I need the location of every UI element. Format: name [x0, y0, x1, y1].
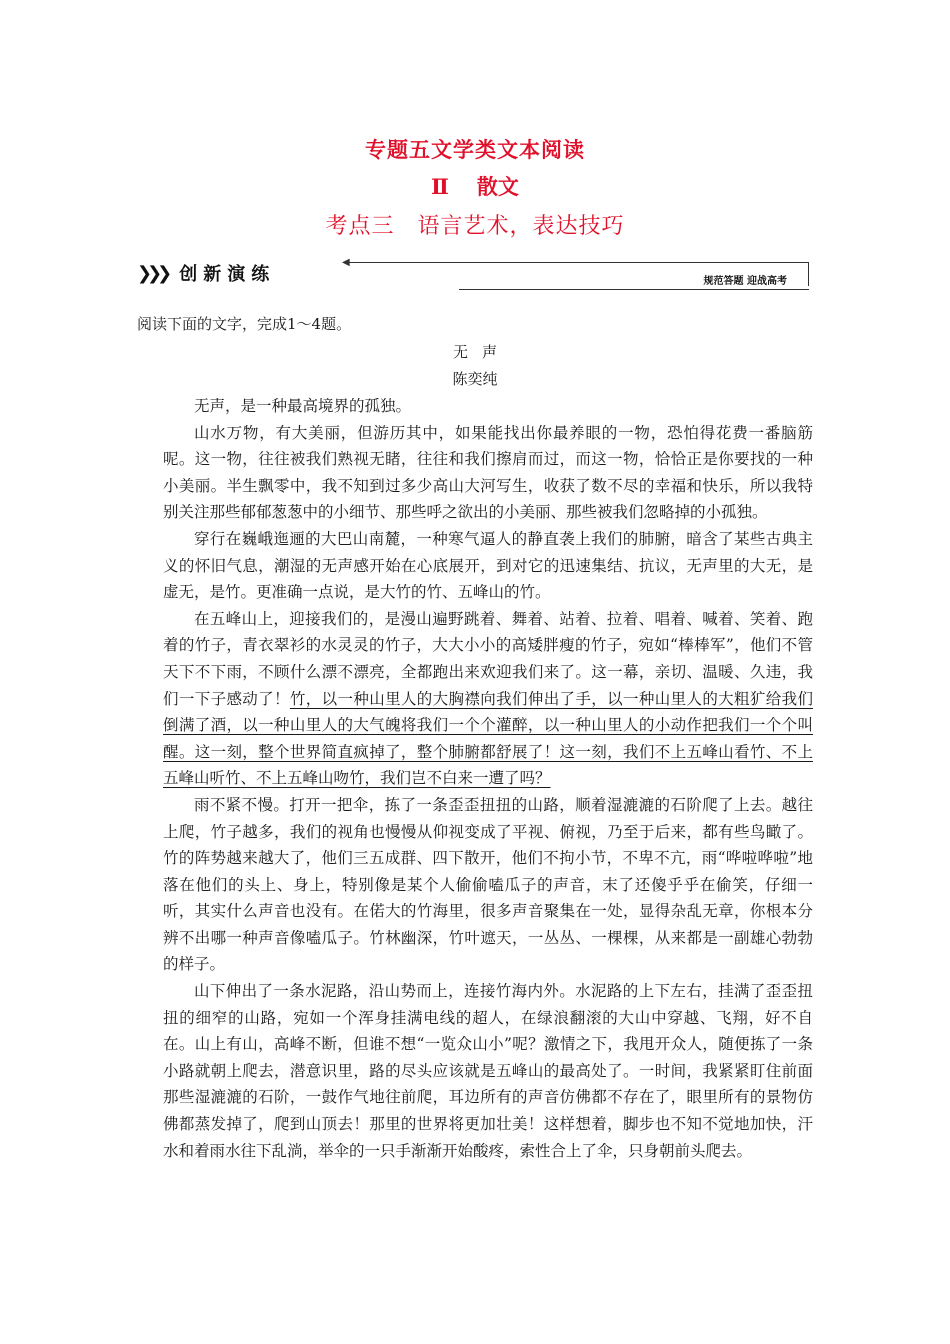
banner-title: 创新演练 [179, 264, 276, 285]
double-chevron-icon: ❯❯❯ [137, 262, 168, 284]
section-heading [0, 171, 950, 201]
paragraph-1: 无声，是一种最高境界的孤独。 [194, 397, 412, 415]
reading-instructions: 阅读下面的文字，完成1～4题。 [137, 315, 352, 333]
practice-banner [137, 256, 817, 292]
article-title-char-1: 无 [452, 343, 468, 361]
banner-slogan: 规范答题 迎战高考 [703, 276, 787, 287]
banner-top-line [349, 262, 809, 263]
paragraph-3: 穿行在巍峨迤逦的大巴山南麓，一种寒气逼人的静直袭上我们的肺腑，暗含了某些古典主义的怀旧气息，潮湿的无声感开始在心底展开，到对它的迅速集结、抗议，无声里的大无，是虚无，是竹。更准确一点说，是大竹的竹、五峰山的竹。 [163, 529, 813, 602]
document-title: 专题五文学类文本阅读 [365, 137, 585, 162]
topic-heading: 考点三 语言艺术，表达技巧 [325, 214, 625, 239]
paragraph-6: 山下伸出了一条水泥路，沿山势而上，连接竹海内外。水泥路的上下左右，挂满了歪歪扭扭的细窄的山路，宛如一个浑身挂满电线的超人，在绿浪翻滚的大山中穿越、飞翔，好不自在。山上有山，高峰不断，但谁不想“一览众山小”呢？激情之下，我甩开众人，随便拣了一条小路就朝上爬去，潜意识里，路的尽头应该就是五峰山的最高处了。一时间，我紧紧盯住前面那些湿漉漉的石阶，一鼓作气地往前爬，耳边所有的声音仿佛都不存在了，眼里所有的景物仿佛都蒸发掉了，爬到山顶去！那里的世界将更加壮美！这样想着，脚步也不知不觉地加快，汗水和着雨水往下乱淌，举伞的一只手渐渐开始酸疼，索性合上了伞，只身朝前头爬去。 [163, 982, 813, 1160]
banner-bottom-line [459, 289, 809, 290]
article-author: 陈奕纯 [452, 370, 498, 388]
section-name: 散文 [476, 174, 519, 199]
article-body [163, 393, 813, 1164]
article-title-char-2: 声 [482, 343, 498, 361]
banner-label [137, 258, 275, 288]
article-title [0, 341, 950, 362]
underlined-passage: 竹，以一种山里人的大胸襟向我们伸出了手，以一种山里人的大粗犷给我们倒满了酒，以一种山里人的大气魄将我们一个个灌醉，以一种山里人的小动作把我们一个个叫醒。这一刻，整个世界简直疯掉了，整个肺腑都舒展了！这一刻，我们不上五峰山看竹、不上五峰山听竹、不上五峰山吻竹，我们岂不白来一遭了吗？ [163, 689, 813, 788]
section-number: Ⅱ [431, 174, 449, 199]
paragraph-5: 雨不紧不慢。打开一把伞，拣了一条歪歪扭扭的山路，顺着湿漉漉的石阶爬了上去。越往上爬，竹子越多，我们的视角也慢慢从仰视变成了平视、俯视，乃至于后来，都有些鸟瞰了。竹的阵势越来越大了，他们三五成群、四下散开，他们不拘小节，不卑不亢，雨“哗啦哗啦”地落在他们的头上、身上，特别像是某个人偷偷嗑瓜子的声音，末了还傻乎乎在偷笑，仔细一听，其实什么声音也没有。在偌大的竹海里，很多声音聚集在一处，显得杂乱无章，你根本分辨不出哪一种声音像嗑瓜子。竹林幽深，竹叶遮天，一丛丛、一棵棵，从来都是一副雄心勃勃的样子。 [163, 795, 813, 974]
banner-side-line [808, 262, 809, 286]
paragraph-2: 山水万物，有大美丽，但游历其中，如果能找出你最养眼的一物，恐怕得花费一番脑筋呢。这一物，往往被我们熟视无睹，往往和我们擦肩而过，而这一物，恰恰正是你要找的一种小美丽。半生飘零中，我不知到过多少高山大河写生，收获了数不尽的幸福和快乐，所以我特别关注那些郁郁葱葱中的小细节、那些呼之欲出的小美丽、那些被我们忽略掉的小孤独。 [163, 423, 813, 522]
paragraph-4-text: 在五峰山上，迎接我们的，是漫山遍野跳着、舞着、站着、拉着、唱着、喊着、笑着、跑着的竹子，青衣翠衫的水灵灵的竹子，大大小小的高矮胖瘦的竹子，宛如“棒棒军”，他们不管天下不下雨，不顾什么漂不漂亮，全都跑出来欢迎我们来了。这一幕，亲切、温暖、久违，我们一下子感动了！ [163, 609, 813, 708]
paragraph-4 [163, 606, 813, 792]
arrow-left-icon: ◀ [342, 257, 350, 268]
